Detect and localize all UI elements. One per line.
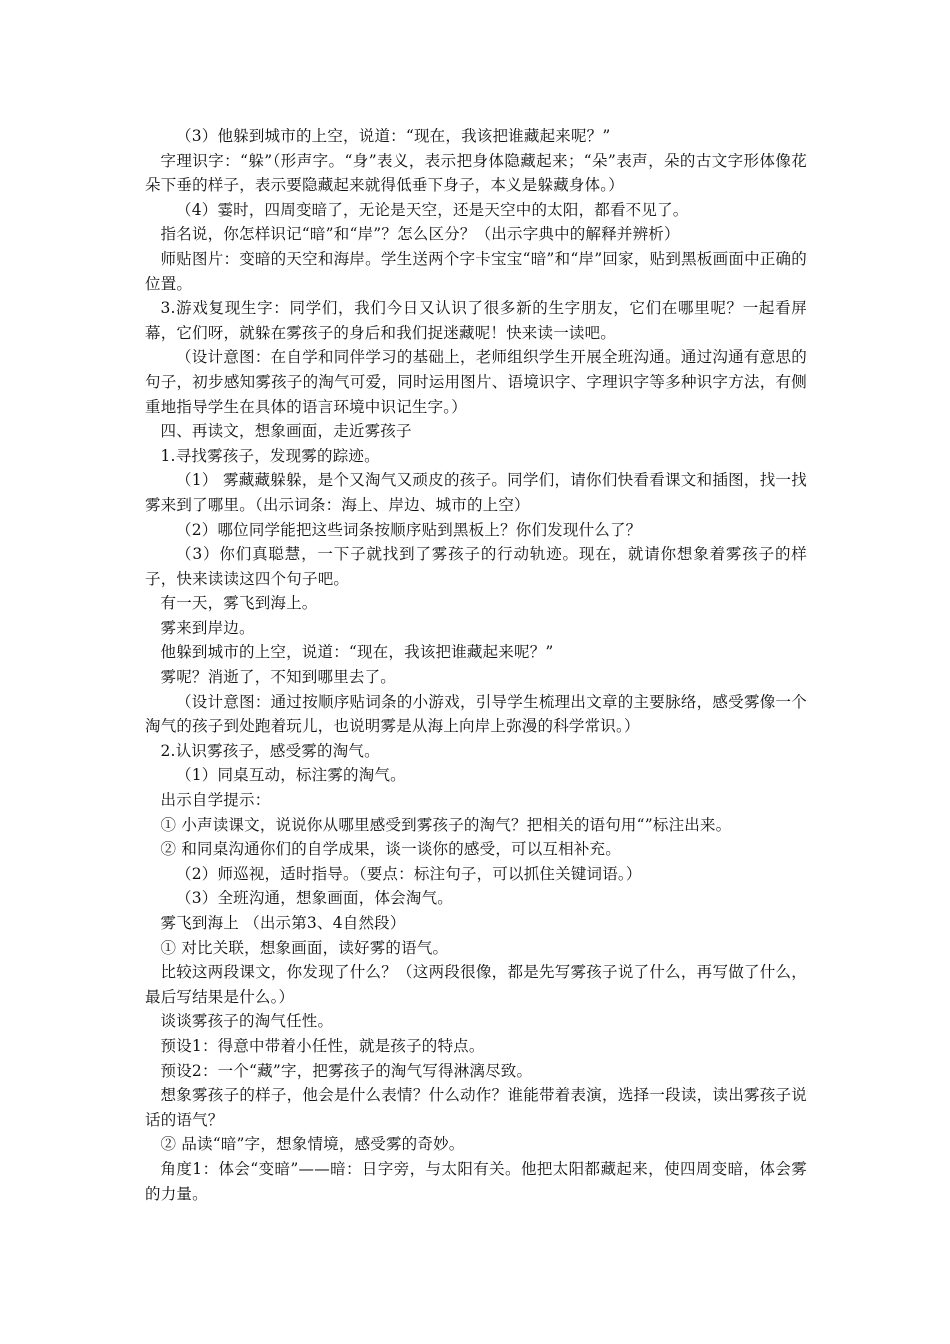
- paragraph: （2）哪位同学能把这些词条按顺序贴到黑板上？你们发现什么了？: [176, 520, 642, 539]
- paragraph: 师贴图片：变暗的天空和海岸。学生送两个字卡宝宝“暗”和“岸”回家，贴到黑板画面中正确的位置。: [145, 249, 807, 293]
- paragraph: （3）他躲到城市的上空，说道：“现在，我该把谁藏起来呢？”: [176, 127, 611, 145]
- paragraph: 指名说，你怎样识记“暗”和“岸”？怎么区分？（出示字典中的解释并辨析）: [160, 225, 680, 244]
- paragraph: 字理识字：“躲”（形声字。“身”表义，表示把身体隐藏起来；“朵”表声，朵的古文字形体像花朵下垂的样子，表示要隐藏起来就得低垂下身子，本义是躲藏身体。）: [145, 151, 807, 195]
- paragraph: （3）你们真聪慧，一下子就找到了雾孩子的行动轨迹。现在，就请你想象着雾孩子的样子，快来读读这四个句子吧。: [145, 545, 807, 588]
- subsection-heading: 2.认识雾孩子，感受雾的淘气。: [160, 741, 380, 760]
- list-item: ① 对比关联，想象画面，读好雾的语气。: [160, 938, 449, 957]
- subsection-heading: 1.寻找雾孩子，发现雾的踪迹。: [160, 446, 380, 465]
- paragraph: 想象雾孩子的样子，他会是什么表情？什么动作？谁能带着表演，选择一段读，读出雾孩子说话的语气？: [145, 1086, 807, 1129]
- paragraph: 3.游戏复现生字：同学们，我们今日又认识了很多新的生字朋友，它们在哪里呢？一起看屏幕，它们呀，就躲在雾孩子的身后和我们捉迷藏呢！快来读一读吧。: [145, 299, 807, 342]
- section-heading: 四、再读文，想象画面，走近雾孩子: [160, 422, 412, 441]
- paragraph: 出示自学提示：: [160, 791, 271, 810]
- paragraph: 预设2：一个“藏”字，把雾孩子的淘气写得淋漓尽致。: [160, 1061, 533, 1080]
- paragraph: 角度1：体会“变暗”——暗：日字旁，与太阳有关。他把太阳都藏起来，使四周变暗，体会雾的力量。: [145, 1159, 807, 1203]
- paragraph: 比较这两段课文，你发现了什么？（这两段很像，都是先写雾孩子说了什么，再写做了什么，最后写结果是什么。）: [145, 963, 807, 1006]
- paragraph: （1） 雾藏藏躲躲，是个又淘气又顽皮的孩子。同学们，请你们快看看课文和插图，找一找雾来到了哪里。（出示词条：海上、岸边、城市的上空）: [145, 471, 807, 514]
- paragraph: 预设1：得意中带着小任性，就是孩子的特点。: [160, 1036, 485, 1055]
- quoted-sentence: 雾来到岸边。: [160, 618, 255, 637]
- paragraph: 雾飞到海上 （出示第3、4自然段）: [160, 914, 406, 932]
- list-item: ② 品读“暗”字，想象情境，感受雾的奇妙。: [160, 1135, 465, 1154]
- paragraph: 谈谈雾孩子的淘气任性。: [160, 1012, 334, 1031]
- paragraph: （3）全班沟通，想象画面，体会淘气。: [176, 889, 453, 908]
- list-item: ② 和同桌沟通你们的自学成果，谈一谈你的感受，可以互相补充。: [160, 840, 621, 859]
- paragraph: （设计意图：在自学和同伴学习的基础上，老师组织学生开展全班沟通。通过沟通有意思的句子，初步感知雾孩子的淘气可爱，同时运用图片、语境识字、字理识字等多种识字方法，有侧重地指导学生在具体的语言环境中识记生字。）: [145, 348, 807, 416]
- paragraph: （1）同桌互动，标注雾的淘气。: [176, 766, 406, 785]
- paragraph: （2）师巡视，适时指导。（要点：标注句子，可以抓住关键词语。）: [176, 864, 642, 883]
- document-body: [145, 124, 807, 1206]
- quoted-sentence: 有一天，雾飞到海上。: [160, 594, 318, 613]
- quoted-sentence: 他躲到城市的上空，说道：“现在，我该把谁藏起来呢？”: [160, 643, 554, 662]
- quoted-sentence: 雾呢？消逝了，不知到哪里去了。: [160, 668, 397, 687]
- paragraph: （设计意图：通过按顺序贴词条的小游戏，引导学生梳理出文章的主要脉络，感受雾像一个淘气的孩子到处跑着玩儿，也说明雾是从海上向岸上弥漫的科学常识。）: [145, 692, 807, 736]
- paragraph: （4）霎时，四周变暗了，无论是天空，还是天空中的太阳，都看不见了。: [176, 200, 689, 219]
- list-item: ① 小声读课文，说说你从哪里感受到雾孩子的淘气？把相关的语句用“”标注出来。: [160, 815, 732, 834]
